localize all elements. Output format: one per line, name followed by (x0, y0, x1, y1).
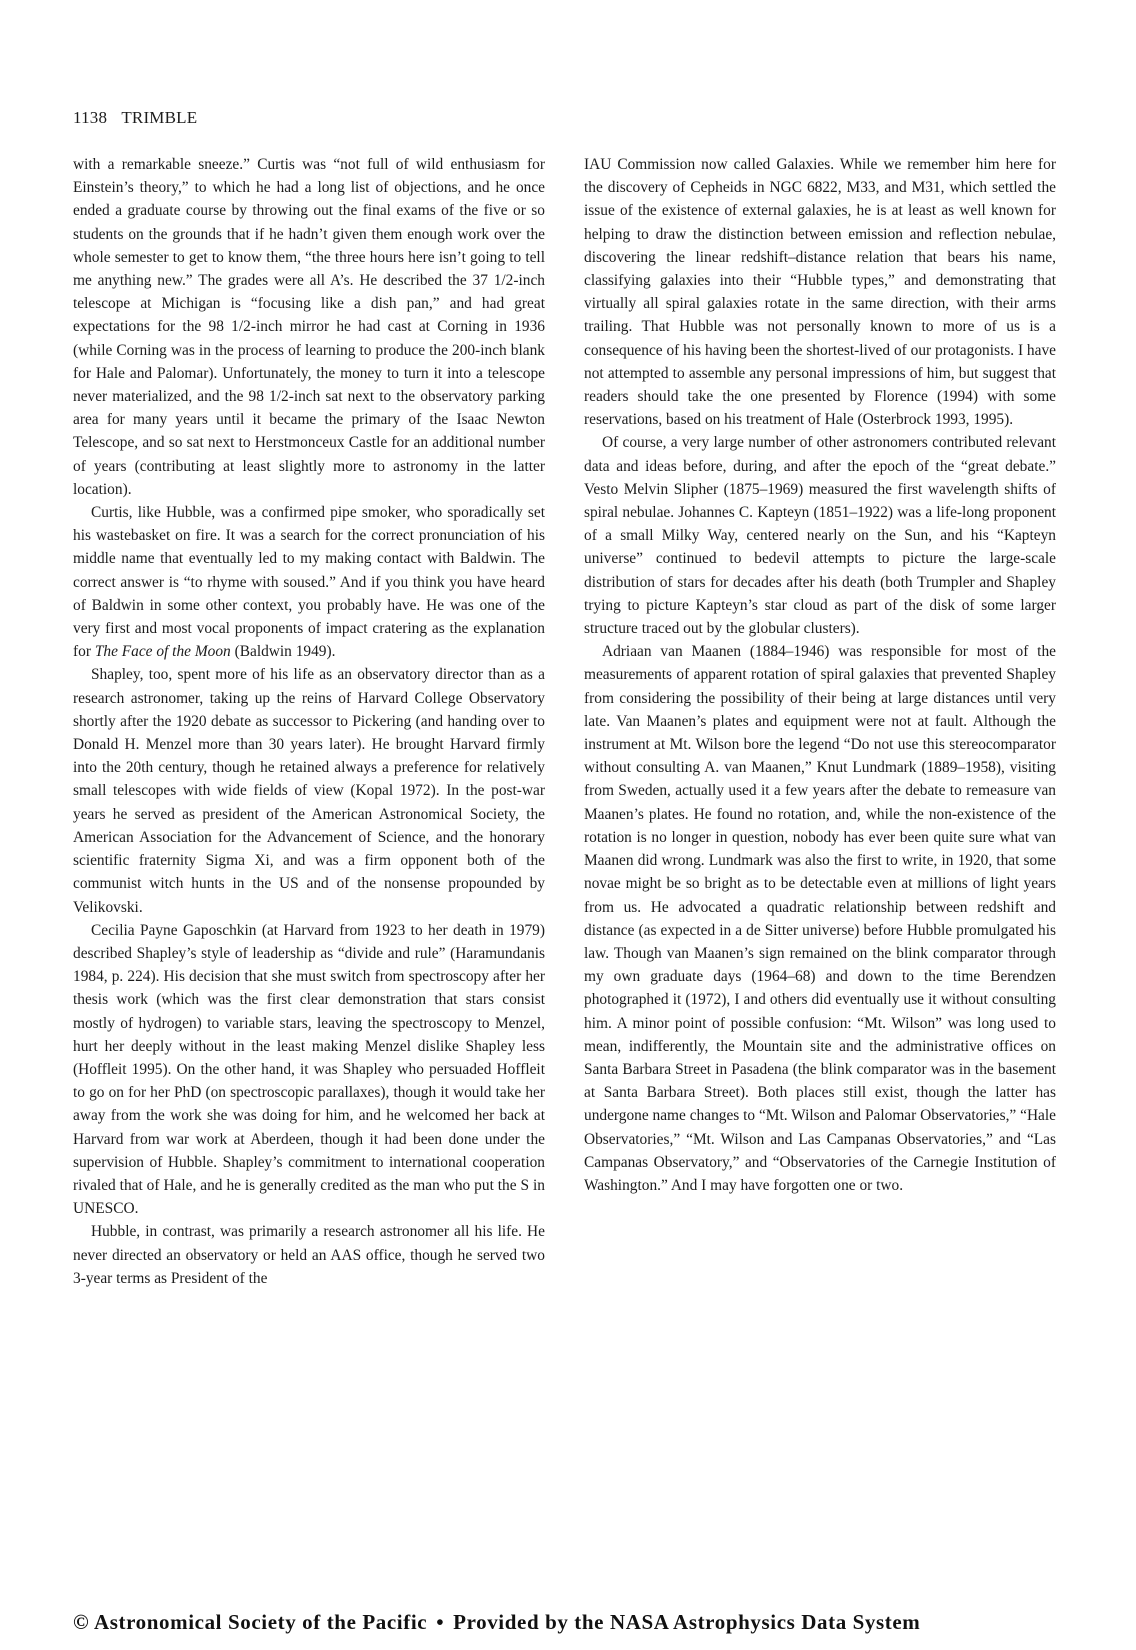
paragraph-gaposchkin: Cecilia Payne Gaposchkin (at Harvard from 1923 to her death in 1979) described Shapley’s style of leadership as “divide and rule” (Haramundanis 1984, p. 224). His decision that she must switch from spectroscopy after her thesis work (which was the first clear demonstration that stars consist mostly of hydrogen) to variable stars, leaving the spectroscopy to Menzel, hurt her deeply without in the least making Menzel dislike Shapley less (Hoffleit 1995). On the other hand, it was Shapley who persuaded Hoffleit to go on for her PhD (on spectroscopic parallaxes), though it would take her away from the work she was doing for him, and he welcomed her back at Harvard from war work at Aberdeen, though it had been done under the supervision of Hubble. Shapley’s commitment to international cooperation rivaled that of Hale, and he is generally credited as the man who put the S in UNESCO. (73, 921, 545, 1218)
paragraph-text: (Baldwin 1949). (234, 643, 336, 661)
book-title: The Face of the Moon (94, 643, 231, 661)
right-column (584, 153, 1056, 1197)
paragraph-hubble-continued: IAU Commission now called Galaxies. While we remember him here for the discovery of Cepheids in NGC 6822, M33, and M31, which settled the issue of the existence of external galaxies, he is at least as well known for helping to draw the distinction between emission and reflection nebulae, discovering the linear redshift–distance relation that bears his name, classifying galaxies into their “Hubble types,” and demonstrating that virtually all spiral galaxies rotate in the same direction, with their arms trailing. That Hubble was not personally known to more of us is a consequence of his having been the shortest-lived of our protagonists. I have not attempted to assemble any personal impressions of him, but suggest that readers should take the one presented by Florence (1994) with some reservations, based on his treatment of Hale (Osterbrock 1993, 1995). (584, 156, 1056, 429)
paragraph-text: Curtis, like Hubble, was a confirmed pipe smoker, who sporadically set his wastebasket on fire. It was a search for the correct pronunciation of his middle name that eventually led to my making contact with Baldwin. The correct answer is “to rhyme with soused.” And if you think you have heard of Baldwin in some other context, you probably have. He was one of the very first and most vocal proponents of impact cratering as the explanation for (73, 504, 545, 661)
ads-attribution: Provided by the NASA Astrophysics Data System (453, 1610, 921, 1634)
paragraph-curtis-baldwin (73, 501, 545, 663)
paragraph-curtis-continued: with a remarkable sneeze.” Curtis was “not full of wild enthusiasm for Einstein’s theory,” to which he had a long list of objections, and he once ended a graduate course by throwing out the final exams of the five or so students on the grounds that if he hadn’t given them enough work over the whole semester to get to know them, “the three hours here isn’t going to tell me anything new.” The grades were all A’s. He described the 37 1/2-inch telescope at Michigan is “focusing like a dish pan,” and had great expectations for the 98 1/2-inch mirror he had cast at Corning in 1936 (while Corning was in the process of learning to produce the 200-inch blank for Hale and Palomar). Unfortunately, the money to turn it into a telescope never materialized, and the 98 1/2-inch sat next to the observatory parking area for many years until it became the primary of the Isaac Newton Telescope, and so sat next to Herstmonceux Castle for an additional number of years (contributing at least slightly more to astronomy in the latter location). (73, 156, 545, 498)
footer-separator: • (436, 1610, 445, 1634)
paragraph-other-astronomers: Of course, a very large number of other astronomers contributed relevant data and ideas before, during, and after the epoch of the “great debate.” Vesto Melvin Slipher (1875–1969) measured the first wavelength shifts of spiral nebulae. Johannes C. Kapteyn (1851–1922) was a life-long proponent of a small Milky Way, centered nearly on the Sun, and his “Kapteyn universe” continued to bedevil attempts to picture the large-scale distribution of stars for decades after his death (both Trumpler and Shapley trying to picture Kapteyn’s star cloud as part of the disk of some larger structure traced out by the globular clusters). (584, 434, 1056, 638)
running-header (73, 108, 197, 128)
paragraph-hubble: Hubble, in contrast, was primarily a research astronomer all his life. He never directed an observatory or held an AAS office, though he served two 3-year terms as President of the (73, 1223, 545, 1287)
page-footer (73, 1610, 1063, 1635)
copyright-notice: © Astronomical Society of the Pacific (73, 1610, 428, 1634)
paragraph-shapley: Shapley, too, spent more of his life as an observatory director than as a research astronomer, taking up the reins of Harvard College Observatory shortly after the 1920 debate as successor to Pickering (and handing over to Donald H. Menzel more than 30 years later). He brought Harvard firmly into the 20th century, though he retained always a preference for relatively small telescopes with wide fields of view (Kopal 1972). In the post-war years he served as president of the American Astronomical Society, the American Association for the Advancement of Science, and the honorary scientific fraternity Sigma Xi, and was a firm opponent both of the communist witch hunts in the US and of the nonsense propounded by Velikovski. (73, 666, 545, 916)
paragraph-van-maanen: Adriaan van Maanen (1884–1946) was responsible for most of the measurements of apparent rotation of spiral galaxies that prevented Shapley from considering the possibility of their being at large distances until very late. Van Maanen’s plates and equipment were not at fault. Although the instrument at Mt. Wilson bore the legend “Do not use this stereocomparator without consulting A. van Maanen,” Knut Lundmark (1889–1958), visiting from Sweden, actually used it a few years after the debate to remeasure van Maanen’s plates. He found no rotation, and, while the non-existence of the rotation is no longer in question, nobody has ever been quite sure what van Maanen did wrong. Lundmark was also the first to write, in 1920, that some novae might be so bright as to be detectable even at millions of light years from us. He advocated a quadratic relationship between redshift and distance (as expected in a de Sitter universe) before Hubble promulgated his law. Though van Maanen’s sign remained on the blink comparator through my own graduate days (1964–68) and down to the time Berendzen photographed it (1972), I and others did eventually use it without consulting him. A minor point of possible confusion: “Mt. Wilson” was long used to mean, indifferently, the Mountain site and the administrative offices on Santa Barbara Street in Pasadena (the blink comparator was in the basement at Santa Barbara Street). Both places still exist, though the latter has undergone name changes to “Mt. Wilson and Palomar Observatories,” “Hale Observatories,” “Mt. Wilson and Las Campanas Observatories,” and “Las Campanas Observatory,” and “Observatories of the Carnegie Institution of Washington.” And I may have forgotten one or two. (584, 643, 1056, 1194)
page-number: 1138 (73, 108, 108, 127)
left-column (73, 153, 545, 1290)
running-head-author: TRIMBLE (121, 108, 198, 127)
